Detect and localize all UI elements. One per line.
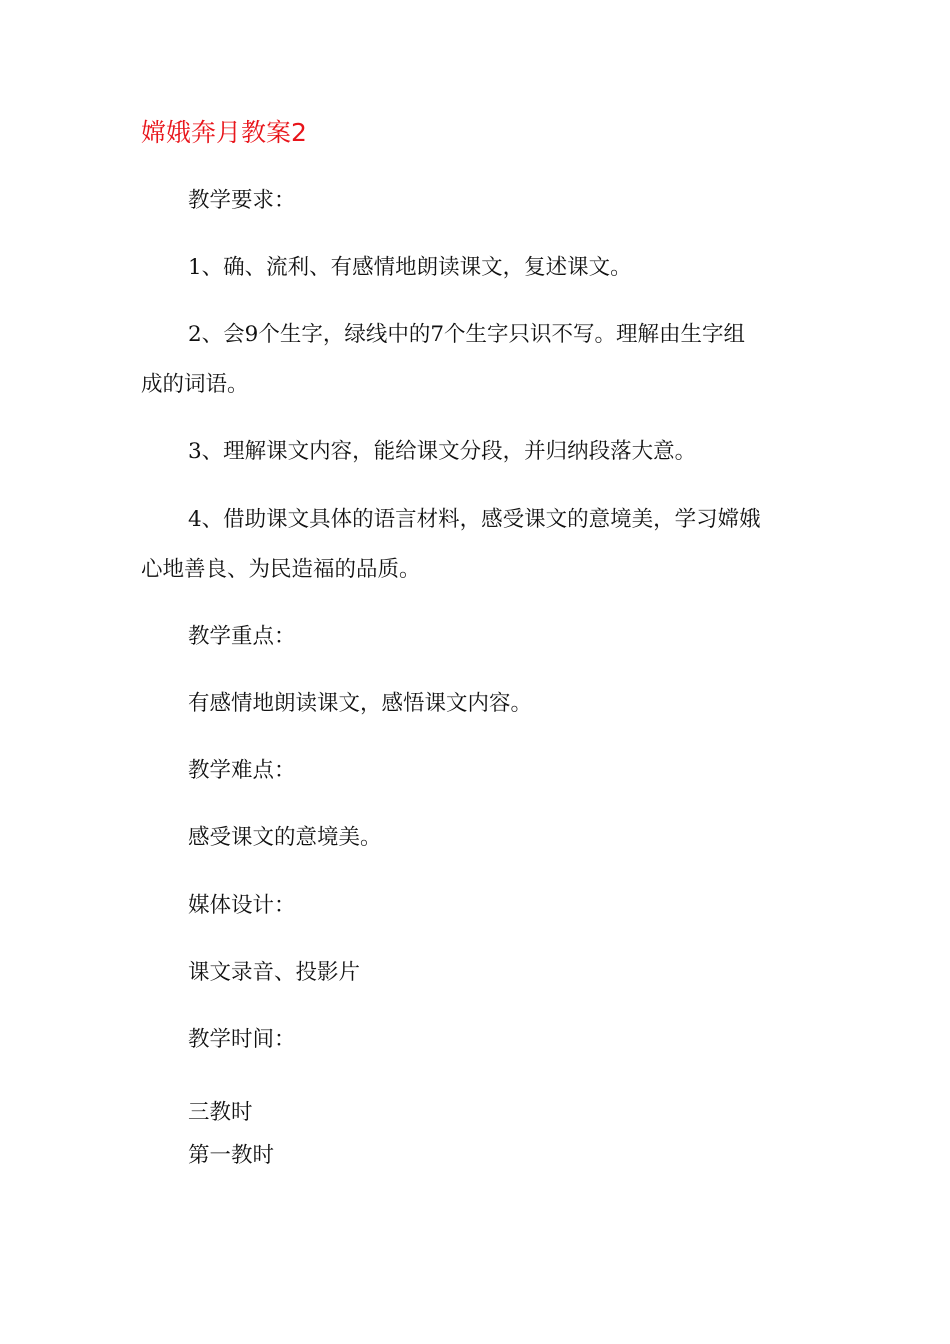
- heading-media-design: 媒体设计：: [188, 893, 296, 918]
- teaching-focus-text: 有感情地朗读课文，感悟课文内容。: [188, 691, 533, 716]
- first-lesson-heading: 第一教时: [188, 1143, 275, 1168]
- requirement-4-line-1: 4、借助课文具体的语言材料，感受课文的意境美，学习嫦娥: [188, 507, 761, 532]
- document-title: 嫦娥奔月教案2: [141, 118, 307, 147]
- heading-teaching-time: 教学时间：: [188, 1027, 296, 1052]
- heading-teaching-requirements: 教学要求：: [188, 188, 296, 213]
- heading-teaching-difficulty: 教学难点：: [188, 758, 296, 783]
- requirement-4-line-2: 心地善良、为民造福的品质。: [141, 557, 421, 582]
- media-design-text: 课文录音、投影片: [188, 960, 361, 985]
- teaching-time-text: 三教时: [188, 1100, 253, 1125]
- requirement-3: 3、理解课文内容，能给课文分段，并归纳段落大意。: [188, 439, 697, 464]
- requirement-2-line-2: 成的词语。: [141, 372, 249, 397]
- requirement-2-line-1: 2、会9个生字，绿线中的7个生字只识不写。理解由生字组: [188, 322, 746, 347]
- requirement-1: 1、确、流利、有感情地朗读课文，复述课文。: [188, 255, 632, 280]
- teaching-difficulty-text: 感受课文的意境美。: [188, 825, 382, 850]
- heading-teaching-focus: 教学重点：: [188, 624, 296, 649]
